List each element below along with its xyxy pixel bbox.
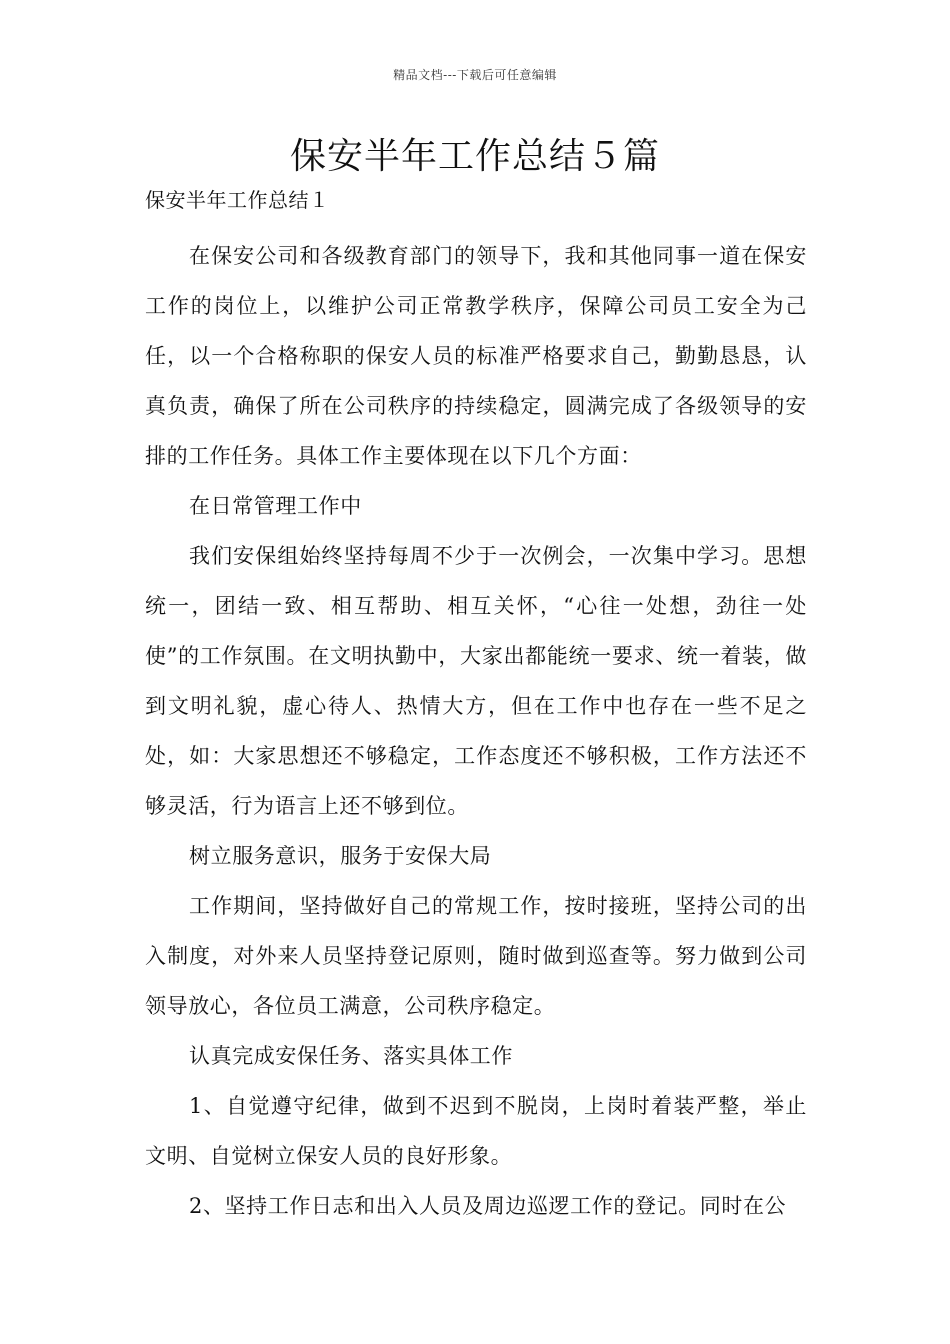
page-header-note: 精品文档---下载后可任意编辑	[393, 68, 557, 82]
section-subtitle: 保安半年工作总结１	[145, 188, 330, 212]
paragraph-item-1: 1、自觉遵守纪律，做到不迟到不脱岗，上岗时着装严整，举止文明、自觉树立保安人员的良好形象。	[145, 1094, 807, 1168]
document-title: 保安半年工作总结５篇	[289, 136, 660, 177]
paragraph-daily-management: 我们安保组始终坚持每周不少于一次例会，一次集中学习。思想统一，团结一致、相互帮助、相互关怀，“心往一处想，劲往一处使”的工作氛围。在文明执勤中，大家出都能统一要求、统一着装，做到文明礼貌，虚心待人、热情大方，但在工作中也存在一些不足之处，如：大家思想还不够稳定，工作态度还不够积极，工作方法还不够灵活，行为语言上还不够到位。	[145, 544, 807, 818]
document-body	[145, 182, 807, 1231]
paragraph-service-awareness: 工作期间，坚持做好自己的常规工作，按时接班，坚持公司的出入制度，对外来人员坚持登记原则，随时做到巡查等。努力做到公司领导放心，各位员工满意，公司秩序稳定。	[145, 894, 807, 1018]
paragraph-intro: 在保安公司和各级教育部门的领导下，我和其他同事一道在保安工作的岗位上，以维护公司正常教学秩序，保障公司员工安全为己任，以一个合格称职的保安人员的标准严格要求自己，勤勤恳恳，认真负责，确保了所在公司秩序的持续稳定，圆满完成了各级领导的安排的工作任务。具体工作主要体现在以下几个方面：	[145, 244, 807, 468]
heading-daily-management: 在日常管理工作中	[189, 494, 362, 518]
heading-security-tasks: 认真完成安保任务、落实具体工作	[189, 1044, 513, 1068]
paragraph-item-2: 2、坚持工作日志和出入人员及周边巡逻工作的登记。同时在公	[189, 1194, 787, 1218]
heading-service-awareness: 树立服务意识，服务于安保大局	[189, 844, 492, 868]
